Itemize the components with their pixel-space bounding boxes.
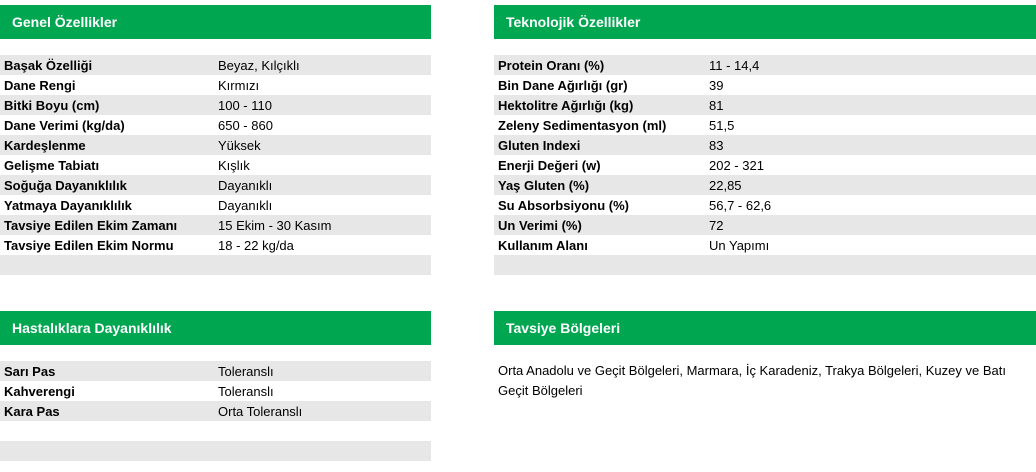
bolgeler-text: Orta Anadolu ve Geçit Bölgeleri, Marmara, İç Karadeniz, Trakya Bölgeleri, Kuzey ve Batı Geçit Bölgeleri: [498, 363, 1006, 398]
row-key: Hektolitre Ağırlığı (kg): [498, 97, 634, 113]
row-value: Toleranslı: [218, 363, 274, 379]
row-key: Soğuğa Dayanıklılık: [4, 177, 127, 193]
row-key: Dane Verimi (kg/da): [4, 117, 125, 133]
table-row: [0, 75, 431, 95]
row-key: Kullanım Alanı: [498, 237, 588, 253]
table-row: [0, 195, 431, 215]
row-key: Kahverengi: [4, 383, 75, 399]
row-value: 56,7 - 62,6: [709, 197, 772, 213]
row-value: Yüksek: [218, 137, 261, 153]
row-key: Zeleny Sedimentasyon (ml): [498, 117, 667, 133]
table-row: [494, 215, 1036, 235]
row-value: 11 - 14,4: [709, 57, 760, 73]
row-key: Yatmaya Dayanıklılık: [4, 197, 132, 213]
row-value: 22,85: [709, 177, 742, 193]
empty-row: [0, 441, 431, 461]
empty-row: [494, 255, 1036, 275]
panel-teknolojik-ozellikler: [494, 5, 1036, 275]
row-value: Dayanıklı: [218, 197, 273, 213]
section-header-bolgeler: Tavsiye Bölgeleri: [494, 311, 1036, 345]
table-row: [494, 195, 1036, 215]
row-value: 650 - 860: [218, 117, 273, 133]
table-row: [0, 361, 431, 381]
row-key: Dane Rengi: [4, 77, 76, 93]
row-key: Un Verimi (%): [498, 217, 582, 233]
table-row: [0, 215, 431, 235]
row-key: Protein Oranı (%): [498, 57, 605, 73]
row-key: Gluten Indexi: [498, 137, 581, 153]
row-value: 100 - 110: [218, 97, 272, 113]
section-header-genel: Genel Özellikler: [0, 5, 431, 39]
row-value: 81: [709, 97, 724, 113]
teknolojik-table: [494, 55, 1036, 275]
empty-row: [0, 421, 431, 441]
table-row: [494, 135, 1036, 155]
row-value: 72: [709, 217, 724, 233]
panel-tavsiye-bolgeleri: [494, 311, 1036, 401]
section-header-teknolojik: Teknolojik Özellikler: [494, 5, 1036, 39]
row-value: Beyaz, Kılçıklı: [218, 57, 300, 73]
table-row: [0, 175, 431, 195]
section-header-hastalik: Hastalıklara Dayanıklılık: [0, 311, 431, 345]
hastalik-table: [0, 361, 431, 461]
row-key: Gelişme Tabiatı: [4, 157, 100, 173]
table-row: [494, 235, 1036, 255]
table-row: [494, 55, 1036, 75]
table-row: [494, 95, 1036, 115]
table-row: [494, 155, 1036, 175]
row-key: Yaş Gluten (%): [498, 177, 590, 193]
row-value: Orta Toleranslı: [218, 403, 303, 419]
row-value: Dayanıklı: [218, 177, 273, 193]
row-value: 202 - 321: [709, 157, 764, 173]
table-row: [0, 115, 431, 135]
table-row: [0, 155, 431, 175]
row-value: Kırmızı: [218, 77, 260, 93]
table-row: [0, 235, 431, 255]
row-key: Kardeşlenme: [4, 137, 86, 153]
row-key: Bin Dane Ağırlığı (gr): [498, 77, 628, 93]
empty-row: [0, 255, 431, 275]
row-key: Başak Özelliği: [4, 57, 93, 73]
row-value: Kışlık: [218, 157, 250, 173]
row-value: Un Yapımı: [709, 237, 770, 253]
row-value: Toleranslı: [218, 383, 274, 399]
row-value: 83: [709, 137, 724, 153]
row-key: Sarı Pas: [4, 363, 56, 379]
row-value: 18 - 22 kg/da: [218, 237, 294, 253]
table-row: [494, 115, 1036, 135]
table-row: [494, 175, 1036, 195]
table-row: [494, 75, 1036, 95]
table-row: [0, 95, 431, 115]
row-value: 39: [709, 77, 724, 93]
panel-hastaliklara-dayaniklilik: [0, 311, 431, 461]
genel-table: [0, 55, 431, 275]
table-row: [0, 55, 431, 75]
row-key: Su Absorbsiyonu (%): [498, 197, 629, 213]
table-row: [0, 401, 431, 421]
panel-genel-ozellikler: [0, 5, 431, 275]
row-key: Tavsiye Edilen Ekim Normu: [4, 237, 174, 253]
row-key: Tavsiye Edilen Ekim Zamanı: [4, 217, 178, 233]
row-key: Bitki Boyu (cm): [4, 97, 100, 113]
table-row: [0, 135, 431, 155]
row-key: Enerji Değeri (w): [498, 157, 601, 173]
row-value: 15 Ekim - 30 Kasım: [218, 217, 332, 233]
row-value: 51,5: [709, 117, 735, 133]
table-row: [0, 381, 431, 401]
row-key: Kara Pas: [4, 403, 60, 419]
